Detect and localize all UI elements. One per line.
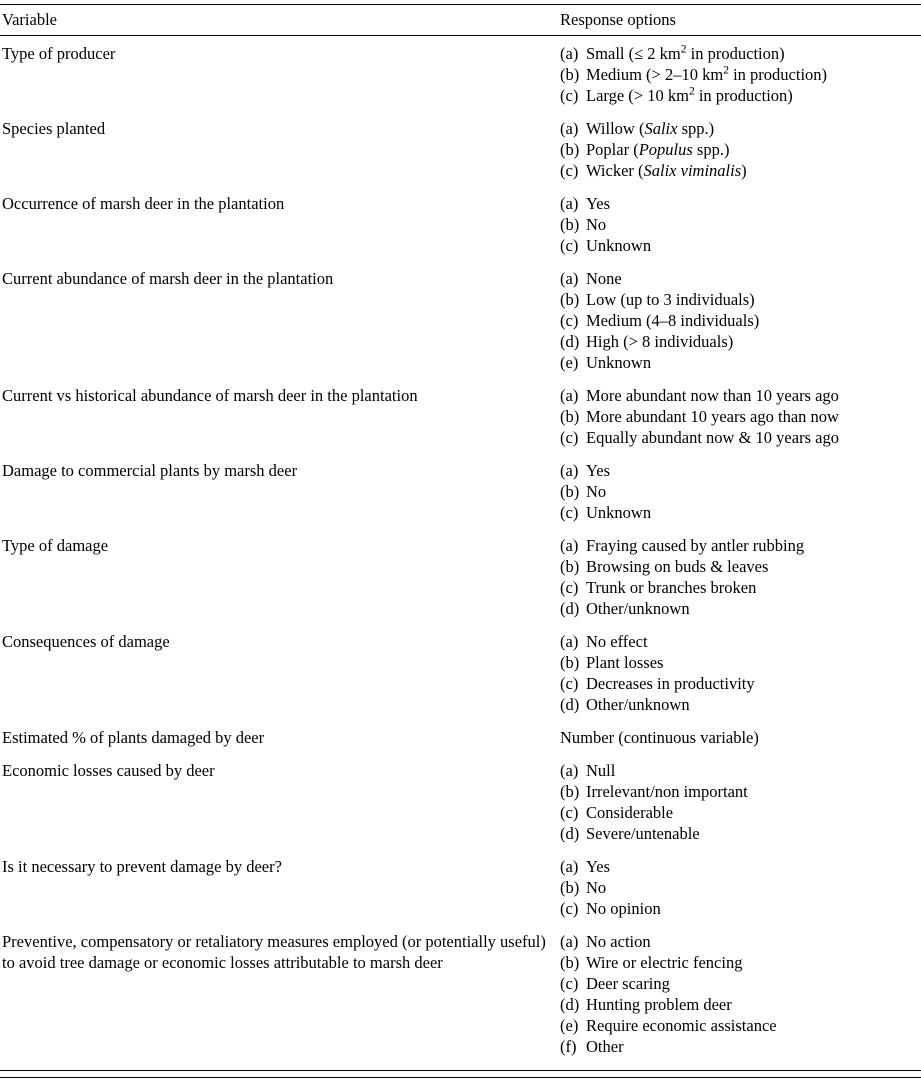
option-text: No (586, 878, 607, 897)
response-cell (560, 43, 921, 106)
option-text: More abundant 10 years ago than now (586, 407, 839, 426)
response-option (560, 577, 921, 598)
option-label: (b) (560, 140, 580, 159)
option-label: (a) (560, 857, 579, 876)
response-option (560, 760, 921, 781)
response-option (560, 214, 921, 235)
option-label: (a) (560, 632, 579, 651)
response-cell (560, 931, 921, 1057)
table-row (0, 856, 921, 919)
option-text: No (586, 215, 607, 234)
option-text: Poplar (Populus spp.) (586, 140, 730, 159)
option-label: (b) (560, 782, 580, 801)
response-option (560, 406, 921, 427)
option-text: Trunk or branches broken (586, 578, 757, 597)
option-label: (a) (560, 386, 579, 405)
option-text: Plant losses (586, 653, 664, 672)
option-text: Number (continuous variable) (560, 728, 759, 747)
table-row (0, 631, 921, 715)
response-option (560, 268, 921, 289)
option-label: (a) (560, 761, 579, 780)
option-text: Large (> 10 $km^2$ in production) (586, 85, 793, 105)
response-option (560, 898, 921, 919)
response-cell (560, 385, 921, 448)
response-option (560, 235, 921, 256)
option-label: (b) (560, 407, 580, 426)
option-label: (a) (560, 44, 579, 63)
variable-cell: Type of damage (2, 536, 109, 555)
option-label: (b) (560, 290, 580, 309)
response-cell (560, 535, 921, 619)
option-text: No action (586, 932, 651, 951)
variable-cell: Species planted (2, 119, 106, 138)
option-label: (e) (560, 1016, 579, 1035)
option-label: (b) (560, 65, 580, 84)
option-text: Unknown (586, 236, 652, 255)
option-label: (c) (560, 428, 579, 447)
response-option (560, 64, 921, 85)
option-text: Null (586, 761, 616, 780)
response-option (560, 385, 921, 406)
column-header-variable: Variable (2, 10, 57, 29)
option-label: (c) (560, 311, 579, 330)
response-option (560, 427, 921, 448)
option-label: (c) (560, 974, 579, 993)
response-cell (560, 856, 921, 919)
response-option (560, 973, 921, 994)
response-option (560, 352, 921, 373)
option-text: Require economic assistance (586, 1016, 777, 1035)
table-row (0, 460, 921, 523)
table-row (0, 43, 921, 106)
option-text: Wicker (Salix viminalis) (586, 161, 747, 180)
option-label: (e) (560, 353, 579, 372)
variable-cell: Current vs historical abundance of marsh deer in the plantation (2, 386, 418, 405)
response-option (560, 877, 921, 898)
response-option (560, 727, 921, 748)
response-option (560, 556, 921, 577)
option-label: (c) (560, 674, 579, 693)
table-body (0, 43, 921, 1057)
option-label: (b) (560, 557, 580, 576)
option-label: (b) (560, 482, 580, 501)
response-option (560, 289, 921, 310)
option-label: (c) (560, 899, 579, 918)
option-label: (d) (560, 824, 580, 843)
response-option (560, 673, 921, 694)
option-text: Unknown (586, 353, 652, 372)
option-text: Considerable (586, 803, 674, 822)
response-option (560, 694, 921, 715)
option-label: (a) (560, 461, 579, 480)
response-option (560, 139, 921, 160)
option-label: (c) (560, 161, 579, 180)
option-text: High (> 8 individuals) (586, 332, 734, 351)
table-row (0, 760, 921, 844)
response-option (560, 331, 921, 352)
option-text: Severe/untenable (586, 824, 700, 843)
response-option (560, 460, 921, 481)
option-text: Equally abundant now & 10 years ago (586, 428, 839, 447)
response-cell (560, 631, 921, 715)
response-option (560, 994, 921, 1015)
response-cell (560, 268, 921, 373)
option-label: (a) (560, 932, 579, 951)
option-label: (a) (560, 194, 579, 213)
response-cell (560, 460, 921, 523)
option-text: Decreases in productivity (586, 674, 755, 693)
response-option (560, 631, 921, 652)
option-label: (a) (560, 536, 579, 555)
table-header-row (0, 5, 921, 35)
option-text: Other/unknown (586, 695, 690, 714)
option-text: None (586, 269, 622, 288)
variable-cell: Current abundance of marsh deer in the plantation (2, 269, 334, 288)
option-text: Fraying caused by antler rubbing (586, 536, 805, 555)
response-option (560, 856, 921, 877)
option-text: Other (586, 1037, 624, 1056)
variable-cell: Occurrence of marsh deer in the plantation (2, 194, 285, 213)
response-option (560, 160, 921, 181)
response-option (560, 43, 921, 64)
response-option (560, 1015, 921, 1036)
response-option (560, 952, 921, 973)
option-label: (b) (560, 878, 580, 897)
option-text: Yes (586, 857, 611, 876)
option-text: Browsing on buds & leaves (586, 557, 769, 576)
response-cell (560, 193, 921, 256)
table-row (0, 193, 921, 256)
option-text: Other/unknown (586, 599, 690, 618)
option-text: More abundant now than 10 years ago (586, 386, 839, 405)
response-option (560, 502, 921, 523)
column-header-response-options: Response options (560, 10, 676, 29)
option-text: Yes (586, 461, 611, 480)
response-cell (560, 760, 921, 844)
response-option (560, 823, 921, 844)
option-label: (d) (560, 695, 580, 714)
option-label: (b) (560, 953, 580, 972)
response-option (560, 652, 921, 673)
response-option (560, 118, 921, 139)
option-label: (c) (560, 803, 579, 822)
option-label: (b) (560, 653, 580, 672)
option-label: (c) (560, 503, 579, 522)
option-text: Medium (> 2–10 $km^2$ in production) (586, 64, 828, 84)
response-option (560, 193, 921, 214)
table-footer (0, 1070, 921, 1078)
variable-cell: Economic losses caused by deer (2, 761, 215, 780)
page-bottom-rule (0, 1077, 921, 1078)
option-label: (f) (560, 1037, 577, 1056)
option-label: (c) (560, 578, 579, 597)
option-label: (d) (560, 995, 580, 1014)
variable-cell: Estimated % of plants damaged by deer (2, 728, 265, 747)
option-label: (a) (560, 269, 579, 288)
option-label: (d) (560, 599, 580, 618)
response-option (560, 931, 921, 952)
response-cell (560, 118, 921, 181)
table-row (0, 727, 921, 748)
response-option (560, 781, 921, 802)
option-text: Medium (4–8 individuals) (586, 311, 760, 330)
option-text: Small (≤ 2 $km^2$ in production) (586, 43, 785, 63)
option-text: Low (up to 3 individuals) (586, 290, 755, 309)
option-text: Irrelevant/non important (586, 782, 748, 801)
response-option (560, 85, 921, 106)
option-text: Willow (Salix spp.) (586, 119, 715, 138)
response-option (560, 535, 921, 556)
option-text: Hunting problem deer (586, 995, 732, 1014)
response-cell (560, 727, 921, 748)
table-row (0, 385, 921, 448)
table-row (0, 931, 921, 1057)
response-option (560, 598, 921, 619)
response-option (560, 802, 921, 823)
option-text: Wire or electric fencing (586, 953, 743, 972)
table-row (0, 535, 921, 619)
response-option (560, 481, 921, 502)
variable-cell: Is it necessary to prevent damage by deer? (2, 857, 282, 876)
option-label: (d) (560, 332, 580, 351)
option-text: No effect (586, 632, 648, 651)
variable-cell: Consequences of damage (2, 632, 170, 651)
option-text: Yes (586, 194, 611, 213)
table-header-rule (0, 35, 921, 36)
response-option (560, 1036, 921, 1057)
variable-cell: Type of producer (2, 44, 116, 63)
variable-cell: Damage to commercial plants by marsh deer (2, 461, 298, 480)
option-text: Unknown (586, 503, 652, 522)
option-label: (c) (560, 236, 579, 255)
option-text: No (586, 482, 607, 501)
option-label: (b) (560, 215, 580, 234)
response-option (560, 310, 921, 331)
table-row (0, 118, 921, 181)
variable-cell: Preventive, compensatory or retaliatory measures employed (or potentially useful) to avoid tree damage or economic losses attributable to marsh deer (2, 932, 546, 972)
table-row (0, 268, 921, 373)
option-label: (c) (560, 86, 579, 105)
option-text: Deer scaring (586, 974, 670, 993)
option-text: No opinion (586, 899, 661, 918)
option-label: (a) (560, 119, 579, 138)
